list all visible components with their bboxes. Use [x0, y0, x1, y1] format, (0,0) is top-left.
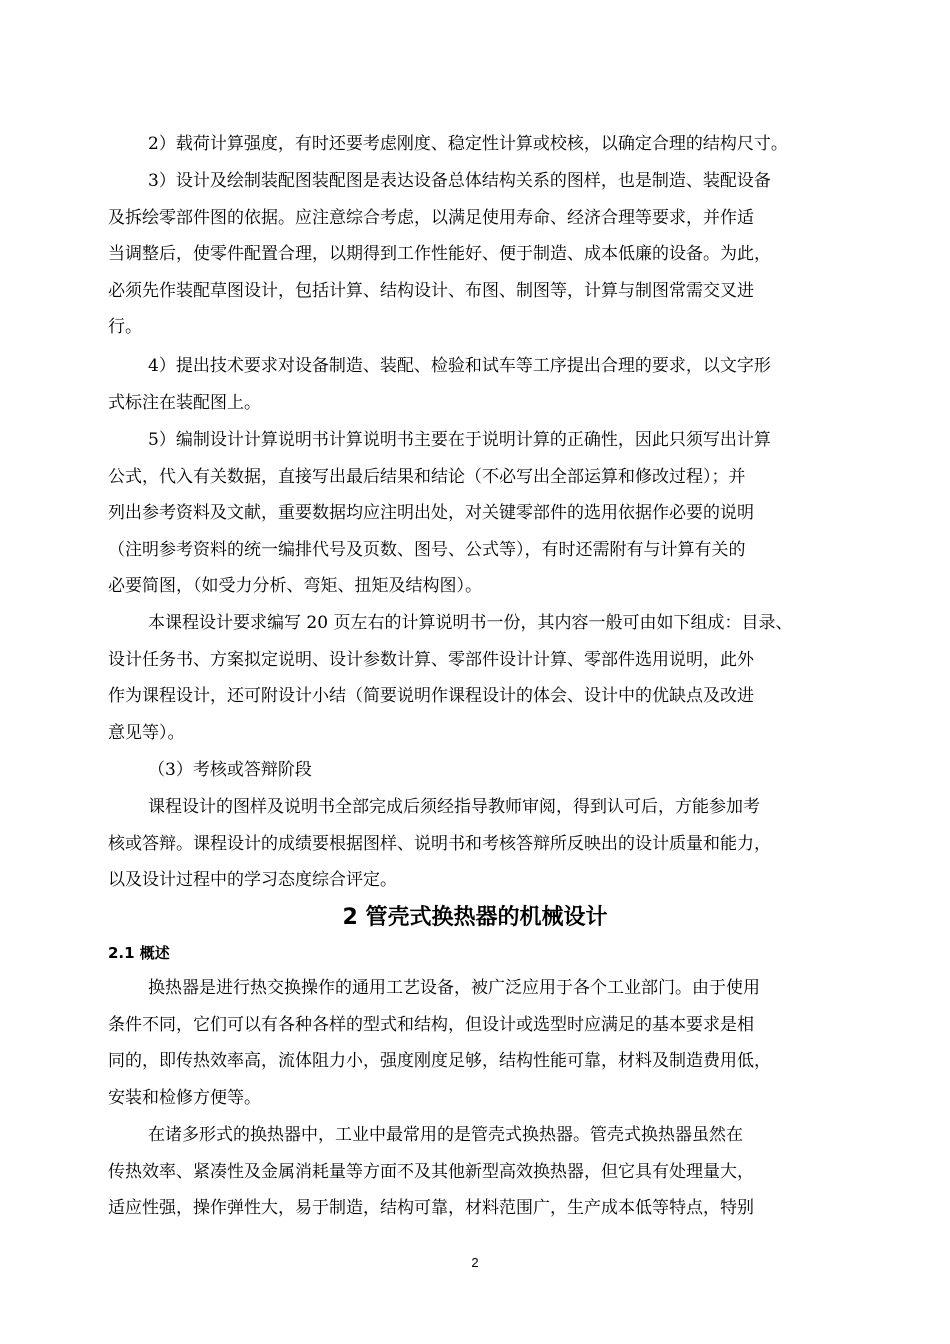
text-line: 作为课程设计，还可附设计小结（简要说明作课程设计的体会、设计中的优缺点及改进	[108, 686, 754, 707]
paragraph	[0, 422, 950, 605]
text-line: 传热效率、紧凑性及金属消耗量等方面不及其他新型高效换热器，但它具有处理量大，	[108, 1161, 754, 1182]
text-line: 4）提出技术要求对设备制造、装配、检验和试车等工序提出合理的要求，以文字形	[148, 356, 771, 376]
page-number: 2	[471, 1255, 479, 1270]
text-line: 换热器是进行热交换操作的通用工艺设备，被广泛应用于各个工业部门。由于使用	[148, 978, 760, 998]
text-line: 5）编制设计计算说明书计算说明书主要在于说明计算的正确性，因此只须写出计算	[148, 430, 771, 450]
text-line: 2）载荷计算强度，有时还要考虑刚度、稳定性计算或校核，以确定合理的结构尺寸。	[148, 134, 788, 154]
text-line: 设计任务书、方案拟定说明、设计参数计算、零部件设计计算、零部件选用说明，此外	[108, 649, 754, 670]
text-line: 必要简图，（如受力分析、弯矩、扭矩及结构图）。	[108, 576, 482, 597]
text-line: 当调整后，使零件配置合理，以期得到工作性能好、便于制造、成本低廉的设备。为此，	[108, 244, 771, 265]
text-line: 意见等）。	[108, 722, 185, 743]
paragraph	[0, 789, 950, 899]
text-line: 及拆绘零部件图的依据。应注意综合考虑，以满足使用寿命、经济合理等要求，并作适	[108, 207, 754, 228]
subheading-line: （3）考核或答辩阶段	[148, 760, 312, 780]
text-line: 适应性强，操作弹性大，易于制造，结构可靠，材料范围广，生产成本低等特点，特别	[108, 1198, 754, 1219]
chapter-title: 2 管壳式换热器的机械设计	[342, 905, 608, 930]
text-line: 公式，代入有关数据，直接写出最后结果和结论（不必写出全部运算和修改过程）；并	[108, 466, 746, 487]
paragraph	[0, 126, 950, 163]
text-line: 必须先作装配草图设计，包括计算、结构设计、布图、制图等，计算与制图常需交叉进	[108, 280, 754, 301]
paragraph	[0, 605, 950, 751]
text-line: 以及设计过程中的学习态度综合评定。	[108, 870, 397, 891]
section-title: 2.1 概述	[108, 944, 170, 962]
text-line: 课程设计的图样及说明书全部完成后须经指导教师审阅，得到认可后，方能参加考	[148, 797, 760, 817]
text-line: 安装和检修方便等。	[108, 1087, 261, 1108]
text-line: （注明参考资料的统一编排代号及页数、图号、公式等），有时还需附有与计算有关的	[108, 539, 746, 560]
paragraph	[0, 1117, 950, 1227]
text-line: 条件不同，它们可以有各种各样的型式和结构，但设计或选型时应满足的基本要求是相	[108, 1014, 754, 1035]
text-line: 列出参考资料及文献，重要数据均应注明出处，对关键零部件的选用依据作必要的说明	[108, 503, 754, 524]
text-line: 3）设计及绘制装配图装配图是表达设备总体结构关系的图样，也是制造、装配设备	[148, 171, 771, 191]
text-line: 式标注在装配图上。	[108, 392, 261, 413]
paragraph	[0, 348, 950, 421]
paragraph	[0, 752, 950, 789]
text-line: 行。	[108, 317, 142, 338]
text-line: 在诸多形式的换热器中，工业中最常用的是管壳式换热器。管壳式换热器虽然在	[148, 1125, 743, 1145]
paragraph	[0, 970, 950, 1116]
text-line: 核或答辩。课程设计的成绩要根据图样、说明书和考核答辩所反映出的设计质量和能力，	[108, 833, 771, 854]
text-line: 同的，即传热效率高，流体阻力小，强度刚度足够，结构性能可靠，材料及制造费用低，	[108, 1051, 771, 1072]
text-line: 本课程设计要求编写 20 页左右的计算说明书一份，其内容一般可由如下组成：目录、	[148, 613, 793, 633]
paragraph	[0, 163, 950, 346]
